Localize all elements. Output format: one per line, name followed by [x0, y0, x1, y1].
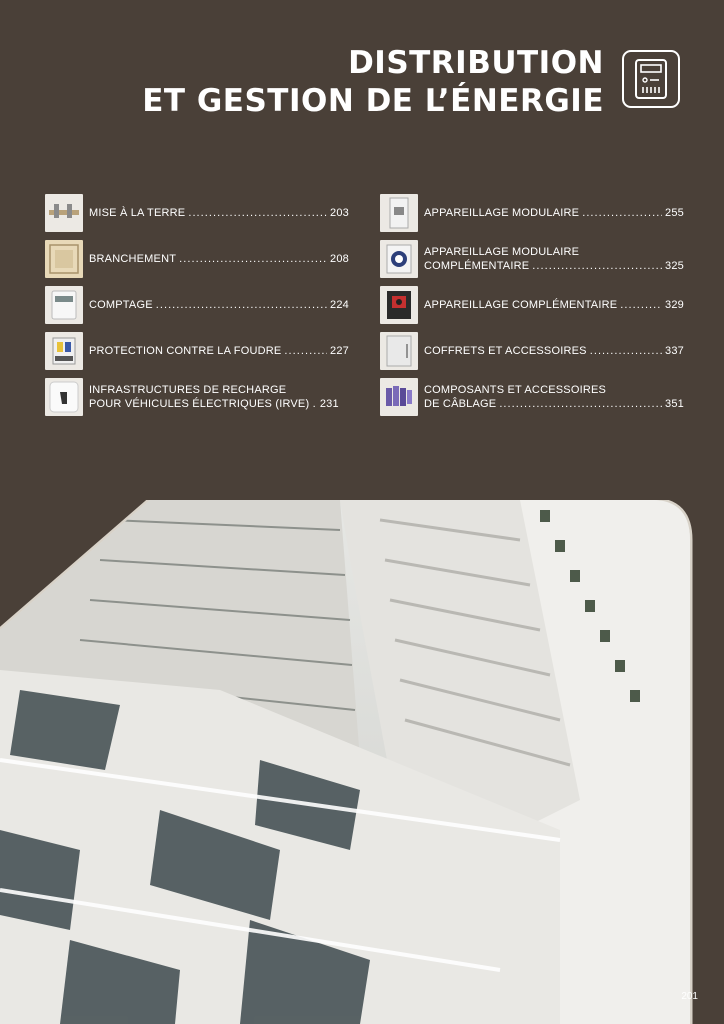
- timer-switch-thumb: [380, 240, 418, 278]
- toc-page: 227: [330, 345, 349, 357]
- modular-breaker-thumb: [380, 194, 418, 232]
- table-of-contents: [45, 190, 685, 420]
- electrical-panel-icon: [622, 50, 680, 108]
- terminal-blocks-thumb: [380, 378, 418, 416]
- electricity-meter-thumb: [45, 286, 83, 324]
- toc-label-line2: DE CÂBLAGE: [424, 398, 497, 410]
- toc-label: MISE À LA TERRE: [89, 207, 186, 219]
- toc-page: 208: [330, 253, 349, 265]
- toc-label-line2: POUR VÉHICULES ÉLECTRIQUES (IRVE) .: [89, 398, 316, 410]
- toc-item-branchement[interactable]: [45, 236, 350, 282]
- toc-label: COMPTAGE: [89, 299, 153, 311]
- ev-charger-thumb: [45, 378, 83, 416]
- header-title-line1: DISTRIBUTION: [348, 45, 604, 81]
- toc-item-composants-cablage[interactable]: [380, 374, 685, 420]
- toc-label: BRANCHEMENT: [89, 253, 177, 265]
- toc-page: 255: [665, 207, 684, 219]
- toc-label: APPAREILLAGE MODULAIRE: [424, 207, 580, 219]
- toc-label-line1: COMPOSANTS ET ACCESSOIRES: [424, 384, 607, 396]
- toc-page: 203: [330, 207, 349, 219]
- apartment-building-photo: [0, 500, 724, 1024]
- toc-label: PROTECTION CONTRE LA FOUDRE: [89, 345, 282, 357]
- toc-page: 231: [319, 398, 339, 410]
- motor-starter-thumb: [380, 286, 418, 324]
- enclosure-thumb: [380, 332, 418, 370]
- header: [44, 44, 604, 120]
- grounding-clamp-thumb: [45, 194, 83, 232]
- toc-page: 351: [665, 398, 684, 410]
- toc-item-mise-a-la-terre[interactable]: [45, 190, 350, 236]
- toc-page: 329: [665, 299, 684, 311]
- toc-item-appareillage-modulaire-complementaire[interactable]: [380, 236, 685, 282]
- toc-label-line1: APPAREILLAGE MODULAIRE: [424, 246, 580, 258]
- connection-box-thumb: [45, 240, 83, 278]
- toc-page: 337: [665, 345, 684, 357]
- toc-item-appareillage-complementaire[interactable]: [380, 282, 685, 328]
- toc-item-protection-foudre[interactable]: [45, 328, 350, 374]
- toc-item-appareillage-modulaire[interactable]: [380, 190, 685, 236]
- surge-protector-thumb: [45, 332, 83, 370]
- toc-label-line1: INFRASTRUCTURES DE RECHARGE: [89, 384, 287, 396]
- toc-page: 224: [330, 299, 349, 311]
- toc-label: APPAREILLAGE COMPLÉMENTAIRE: [424, 299, 618, 311]
- toc-item-coffrets[interactable]: [380, 328, 685, 374]
- toc-label-line2: COMPLÉMENTAIRE: [424, 260, 530, 272]
- toc-column-left: [45, 190, 350, 420]
- page-number: 201: [681, 991, 698, 1002]
- toc-label: COFFRETS ET ACCESSOIRES: [424, 345, 587, 357]
- header-title-line2: ET GESTION DE L’ÉNERGIE: [142, 83, 604, 119]
- toc-page: 325: [665, 260, 684, 272]
- toc-column-right: [380, 190, 685, 420]
- toc-item-comptage[interactable]: [45, 282, 350, 328]
- toc-item-irve[interactable]: [45, 374, 350, 420]
